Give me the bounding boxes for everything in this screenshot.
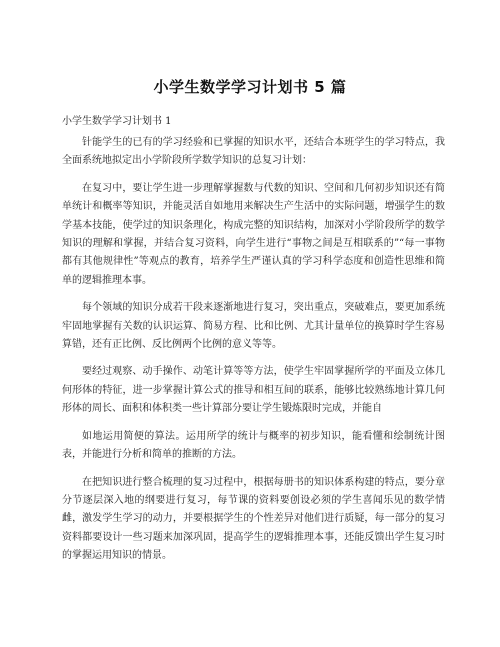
paragraph-statistics: 如地运用简便的算法。运用所学的统计与概率的初步知识，能看懂和绘制统计图表，并能进行分析和简单的推断的方法。 xyxy=(62,430,445,461)
document-title: 小学生数学学习计划书 5 篇 xyxy=(153,78,347,96)
paragraph-intro: 针能学生的已有的学习经验和已掌握的知识水平，还结合本班学生的学习特点，我全面系统地拟定出小学阶段所学数学知识的总复习计划： xyxy=(62,137,445,167)
paragraph-review-goals: 在复习中，要让学生进一步理解掌握数与代数的知识、空间和几何初步知识还有简单统计和概率等知识，并能灵活自如地用来解决生产生活中的实际问题，增强学生的数学基本技能，使学过的知识条理化，构成完整的知识结构，加深对小学阶段所学的数学知识的理解和掌握，并结合复习资料，向学生进行“事物之间是互相联系的”“每一事物都有其他规律性”等观点的教育，培养学生严谨认真的学习科学态度和创造性思维和简单的逻辑推理本事。 xyxy=(62,182,445,286)
section-heading: 小学生数学学习计划书 1 xyxy=(62,116,172,127)
paragraph-integration: 在把知识进行整合梳理的复习过程中，根据每册书的知识体系构建的特点，要分章分节逐层深入地的纲要进行复习，每节课的资料要创设必须的学生喜闻乐见的数学情雌，激发学生学习的动力，并要根据学生的个性差异对他们进行质疑，每一部分的复习资料都要设计一些习题来加深巩固，提高学生的逻辑推理本事，还能反馈出学生复习时的掌握运用知识的情景。 xyxy=(62,476,445,562)
document-body xyxy=(62,134,445,575)
paragraph-geometry: 要经过观察、动手操作、动笔计算等等方法，使学生牢固掌握所学的平面及立体几何形体的特征，进一步掌握计算公式的推导和相互间的联系，能够比较熟练地计算几何形体的周长、面积和体积类一些计算部分要让学生锻炼限时完成，并能自 xyxy=(62,366,445,415)
paragraph-domain-review: 每个领域的知识分成若干段来逐渐地进行复习，突出重点，突破难点，要更加系统牢固地掌握有关数的认识运算、简易方程、比和比例、尤其计量单位的换算时学生容易算错，还有正比例、反比例两个比例的意义等等。 xyxy=(62,302,445,351)
